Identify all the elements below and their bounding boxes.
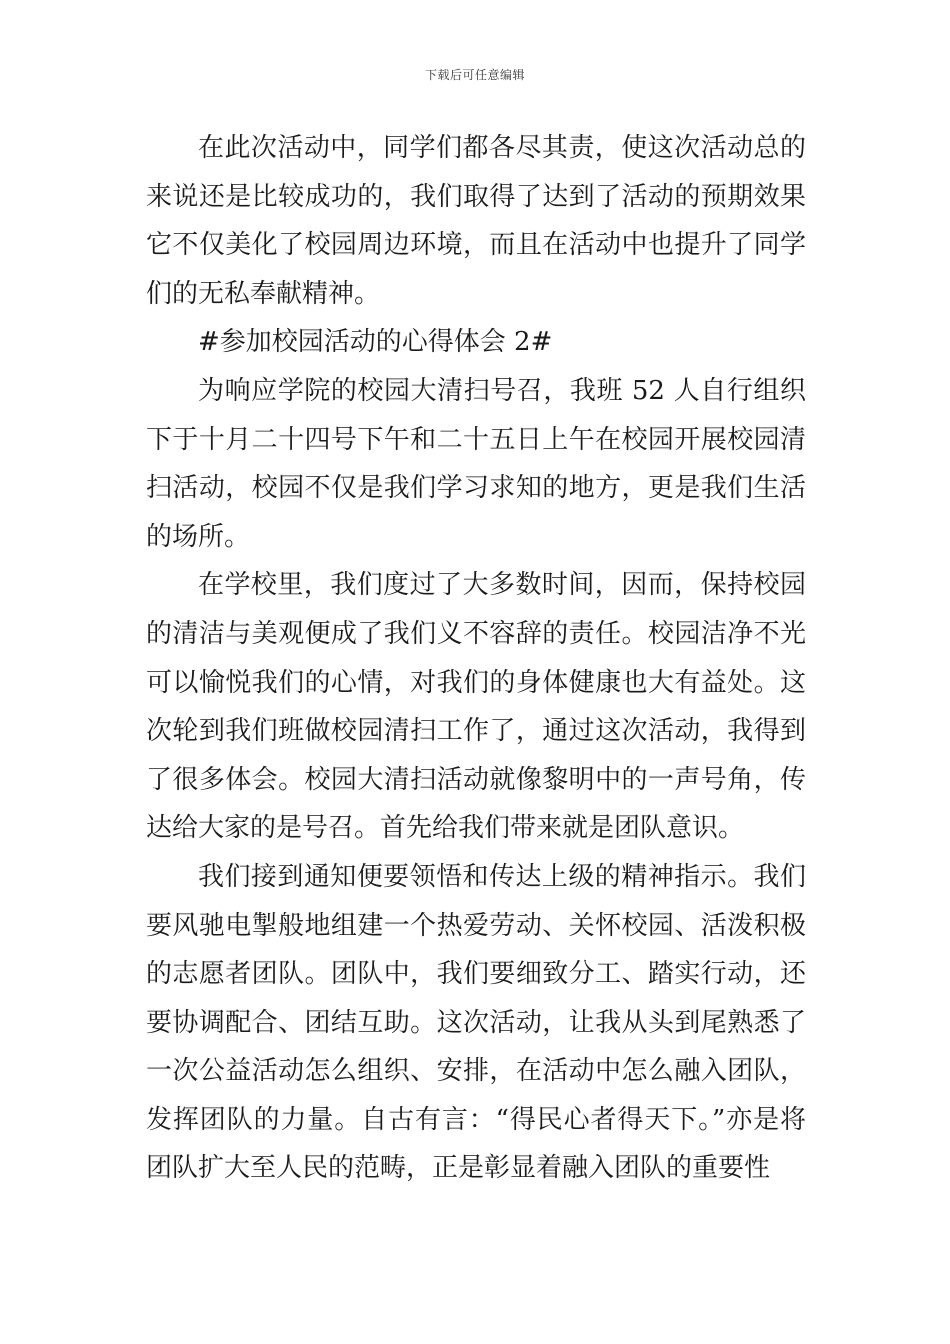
paragraph-3: 在学校里，我们度过了大多数时间，因而，保持校园的清洁与美观便成了我们义不容辞的责任。校园洁净不光可以愉悦我们的心情，对我们的身体健康也大有益处。这次轮到我们班做校园清扫工作了，通过这次活动，我得到了很多体会。校园大清扫活动就像黎明中的一声号角，传达给大家的是号召。首先给我们带来就是团队意识。 xyxy=(146,570,806,844)
section-heading: #参加校园活动的心得体会 2# xyxy=(198,327,553,358)
paragraph-2: 为响应学院的校园大清扫号召，我班 52 人自行组织下于十月二十四号下午和二十五日上午在校园开展校园清扫活动，校园不仅是我们学习求知的地方，更是我们生活的场所。 xyxy=(146,375,806,552)
paragraph-4: 我们接到通知便要领悟和传达上级的精神指示。我们要风驰电掣般地组建一个热爱劳动、关怀校园、活泼积极的志愿者团队。团队中，我们要细致分工、踏实行动，还要协调配合、团结互助。这次活动，让我从头到尾熟悉了一次公益活动怎么组织、安排，在活动中怎么融入团队，发挥团队的力量。自古有言：“得民心者得天下。”亦是将团队扩大至人民的范畴，正是彰显着融入团队的重要性 xyxy=(146,861,806,1184)
document-body xyxy=(146,124,806,1193)
page-header: 下载后可任意编辑 xyxy=(424,68,525,82)
paragraph-1: 在此次活动中，同学们都各尽其责，使这次活动总的来说还是比较成功的，我们取得了达到了活动的预期效果它不仅美化了校园周边环境，而且在活动中也提升了同学们的无私奉献精神。 xyxy=(146,133,806,309)
